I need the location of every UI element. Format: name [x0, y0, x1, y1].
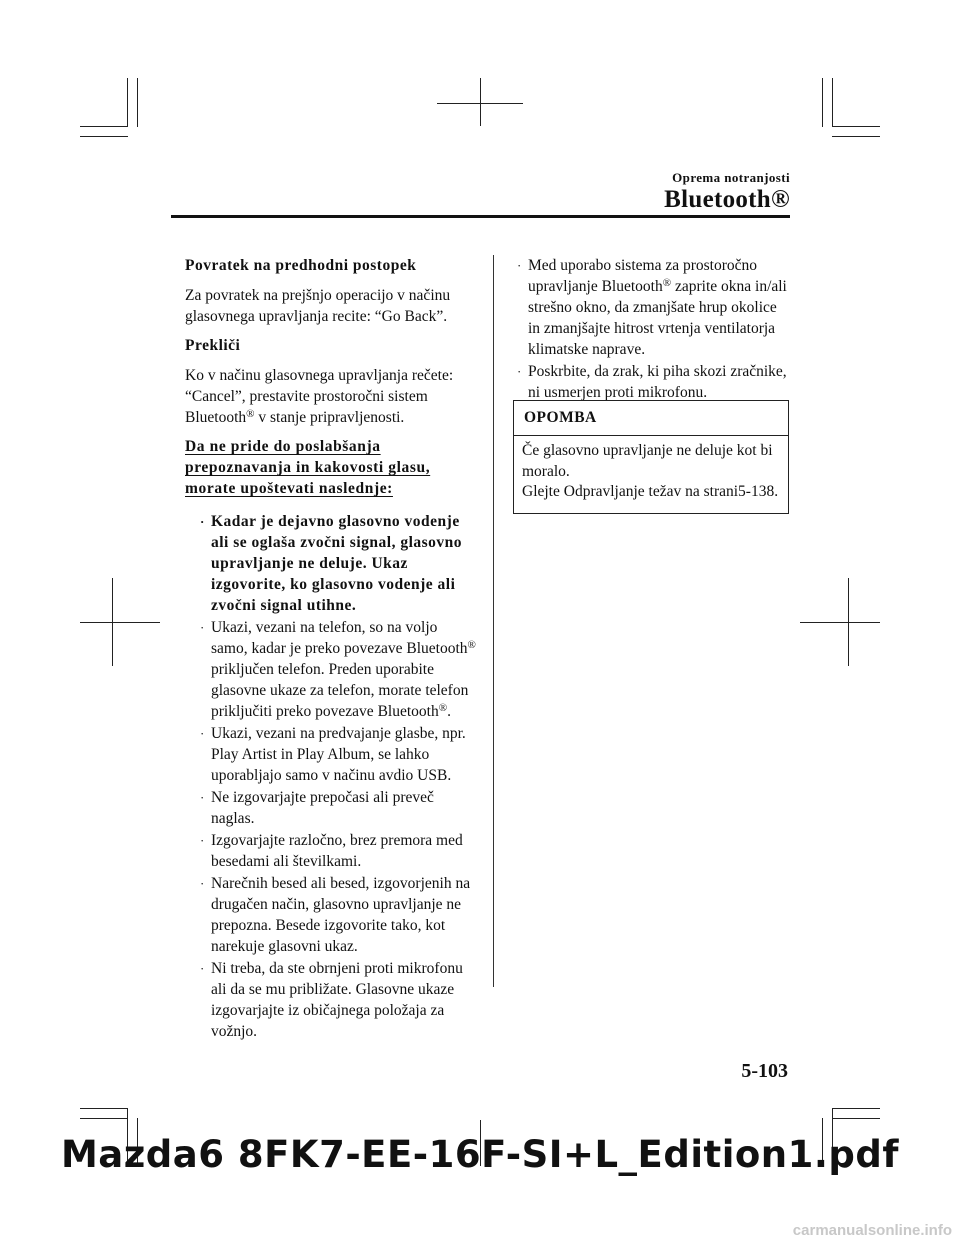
list-item: · Ne izgovarjajte prepočasi ali preveč naglas.: [200, 789, 434, 827]
crop-mark: [822, 78, 823, 127]
watermark: carmanualsonline.info: [792, 1222, 952, 1239]
tips-list: [196, 511, 477, 1042]
back-text: Za povratek na prejšnjo operacijo v načinu glasovnega upravljanja recite: “Go Back”.: [185, 287, 451, 325]
crop-mark: [80, 1108, 128, 1109]
note-body: [514, 436, 788, 508]
crop-mark: [848, 578, 849, 666]
note-line: Če glasovno upravljanje ne deluje kot bi moralo.: [522, 442, 773, 480]
registered-mark: ®: [246, 408, 255, 420]
bullet-icon: ·: [200, 790, 205, 805]
crop-mark: [832, 136, 880, 137]
bullet-icon: ·: [200, 876, 205, 891]
crop-mark: [832, 126, 880, 127]
registered-mark: ®: [662, 277, 672, 289]
note-title: OPOMBA: [514, 401, 788, 436]
note-line: Glejte Odpravljanje težav na strani5-138.: [522, 483, 779, 500]
crop-mark: [480, 78, 481, 126]
list-item: · Kadar je dejavno glasovno vodenje ali se oglaša zvočni signal, glasovno upravljanje ne deluje. Ukaz izgovorite, ko glasovno vodenje ali zvočni signal utihne.: [200, 513, 463, 614]
bullet-icon: ·: [200, 961, 205, 976]
registered-mark: ®: [438, 702, 448, 714]
list-item: · Ukazi, vezani na telefon, so na voljo samo, kadar je preko povezave Bluetooth® priključen telefon. Preden uporabite glasovne ukaze za telefon, morate telefon priključiti preko povezave Bluetooth®.: [200, 619, 476, 720]
crop-mark: [80, 622, 160, 623]
registered-mark: ®: [467, 639, 476, 651]
bullet-icon: ·: [517, 364, 522, 379]
warning-heading: Da ne pride do poslabšanja prepoznavanja in kakovosti glasu, morate upoštevati naslednje:: [185, 438, 431, 497]
footer-filename: Mazda6 8FK7-EE-16F-SI+L_Edition1.pdf: [60, 1133, 900, 1176]
left-column: [185, 255, 477, 1043]
crop-mark: [832, 78, 833, 127]
list-item: · Med uporabo sistema za prostoročno upravljanje Bluetooth® zaprite okna in/ali strešno okno, da zmanjšate hrup okolice in zmanjšajte hitrost vrtenja ventilatorja klimatske naprave.: [517, 257, 787, 358]
bullet-icon: ·: [200, 833, 205, 848]
bullet-icon: ·: [517, 258, 522, 273]
list-item: · Ni treba, da ste obrnjeni proti mikrofonu ali da se mu približate. Glasovne ukaze izgovarjajte iz običajnega položaja za vožnjo.: [200, 960, 463, 1040]
crop-mark: [127, 78, 128, 127]
page-number: 5-103: [741, 1060, 788, 1082]
header-rule: [171, 215, 790, 218]
list-item: · Izgovarjajte razločno, brez premora med besedami ali številkami.: [200, 832, 463, 870]
bullet-icon: ·: [200, 514, 205, 529]
list-item: · Ukazi, vezani na predvajanje glasbe, npr. Play Artist in Play Album, se lahko uporabljajo samo v načinu avdio USB.: [200, 725, 466, 784]
back-heading: Povratek na predhodni postopek: [185, 257, 417, 274]
crop-mark: [112, 578, 113, 666]
column-divider: [493, 255, 494, 987]
list-item: · Poskrbite, da zrak, ki piha skozi zračnike, ni usmerjen proti mikrofonu.: [517, 363, 787, 401]
cancel-heading: Prekliči: [185, 337, 241, 354]
cancel-text: Ko v načinu glasovnega upravljanja rečete: “Cancel”, prestavite prostoročni sistem Bluetooth® v stanje pripravljenosti.: [185, 367, 454, 426]
note-box: [513, 400, 789, 514]
right-column: [513, 255, 789, 404]
crop-mark: [137, 78, 138, 127]
bullet-icon: ·: [200, 726, 205, 741]
crop-mark: [800, 622, 880, 623]
section-label: Oprema notranjosti: [672, 170, 790, 185]
crop-mark: [832, 1108, 880, 1109]
crop-mark: [80, 1118, 128, 1119]
crop-mark: [80, 126, 128, 127]
crop-mark: [80, 136, 128, 137]
page-title: Bluetooth®: [664, 186, 790, 213]
crop-mark: [832, 1118, 880, 1119]
bullet-icon: ·: [200, 620, 205, 635]
tips-list-continued: [513, 255, 789, 403]
list-item: · Narečnih besed ali besed, izgovorjenih na drugačen način, glasovno upravljanje ne prepozna. Besede izgovorite tako, kot narekuje glasovni ukaz.: [200, 875, 471, 955]
